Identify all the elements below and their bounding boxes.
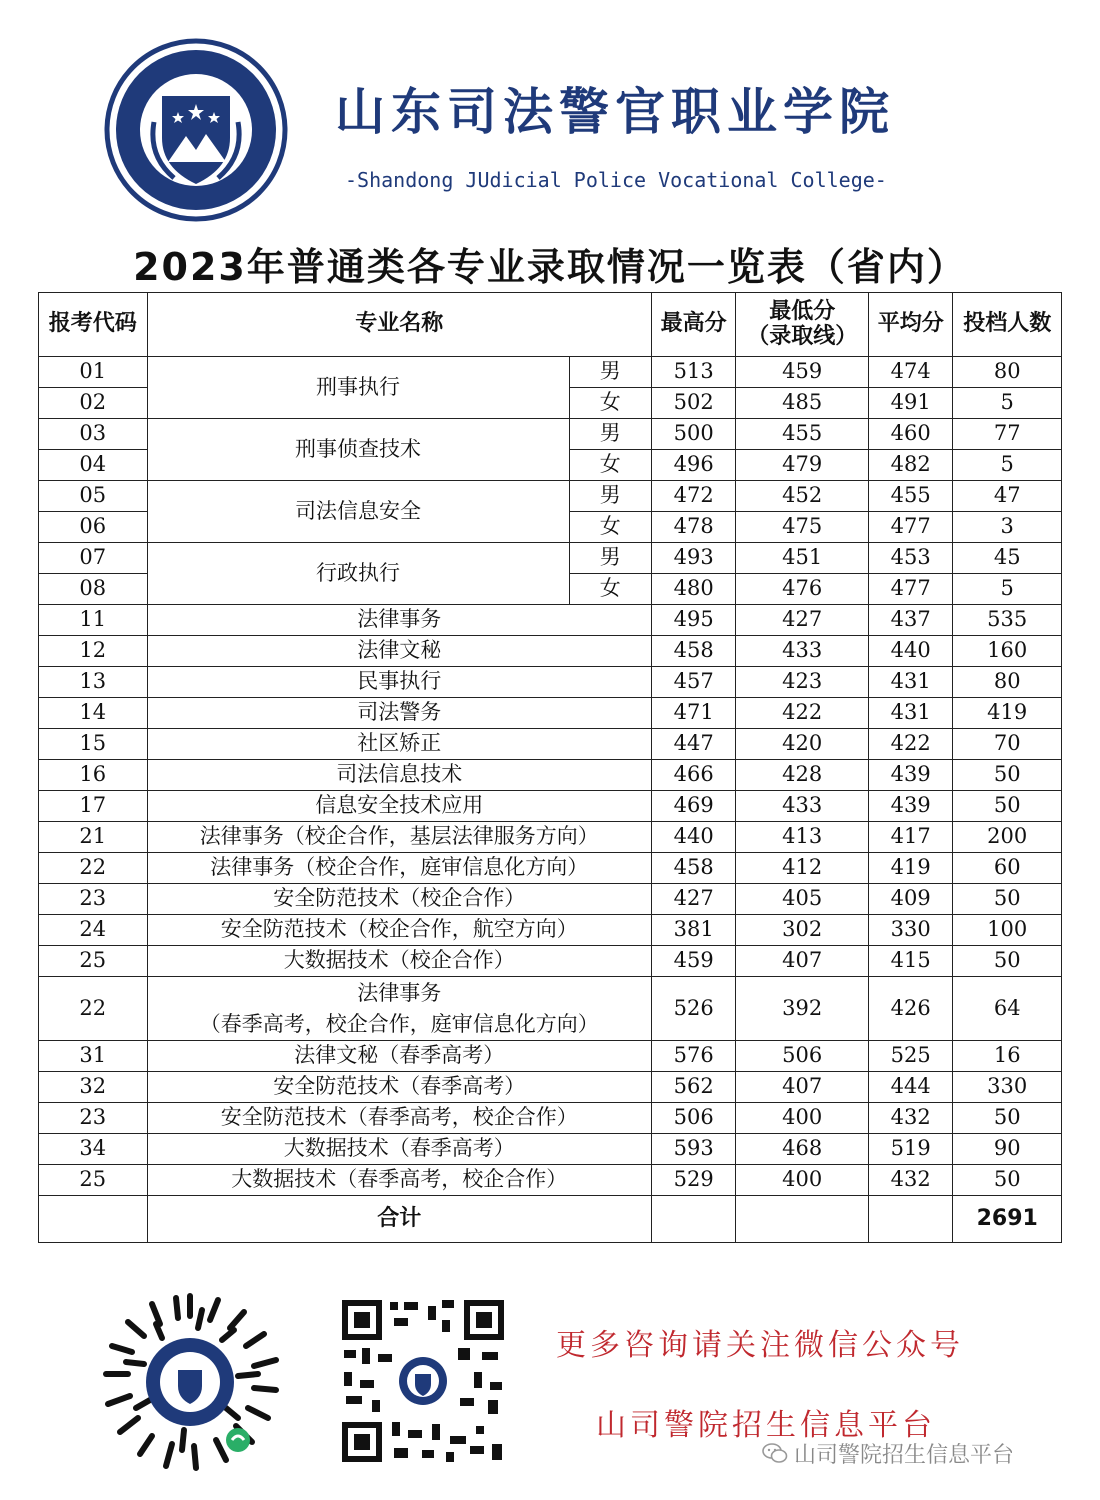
table-row [39, 822, 1062, 853]
min-cell: 485 [736, 388, 869, 419]
code-cell: 15 [39, 729, 148, 760]
count-cell: 5 [953, 574, 1062, 605]
avg-cell: 431 [869, 698, 953, 729]
table-row [39, 1103, 1062, 1134]
max-cell: 471 [651, 698, 735, 729]
min-cell: 452 [736, 481, 869, 512]
avg-cell: 525 [869, 1041, 953, 1072]
max-cell: 459 [651, 946, 735, 977]
college-name: 山东司法警官职业学院 [335, 82, 895, 141]
max-cell: 457 [651, 667, 735, 698]
max-cell: 480 [651, 574, 735, 605]
major-cell: 刑事侦查技术 [147, 419, 569, 481]
table-row [39, 698, 1062, 729]
code-cell: 22 [39, 977, 148, 1041]
avg-cell: 482 [869, 450, 953, 481]
max-cell: 469 [651, 791, 735, 822]
total-label: 合计 [147, 1196, 651, 1243]
count-cell: 535 [953, 605, 1062, 636]
code-cell: 13 [39, 667, 148, 698]
table-row [39, 667, 1062, 698]
min-cell: 400 [736, 1165, 869, 1196]
max-cell: 472 [651, 481, 735, 512]
max-cell: 576 [651, 1041, 735, 1072]
max-cell: 495 [651, 605, 735, 636]
count-cell: 50 [953, 1165, 1062, 1196]
avg-cell: 432 [869, 1103, 953, 1134]
table-row [39, 543, 1062, 574]
code-cell: 06 [39, 512, 148, 543]
count-cell: 60 [953, 853, 1062, 884]
min-cell: 400 [736, 1103, 869, 1134]
max-cell: 493 [651, 543, 735, 574]
watermark-text: 山司警院招生信息平台 [794, 1442, 1015, 1468]
major-cell: 法律事务（校企合作，基层法律服务方向） [147, 822, 651, 853]
max-cell: 593 [651, 1134, 735, 1165]
major-cell: 安全防范技术（春季高考，校企合作） [147, 1103, 651, 1134]
gender-cell: 男 [569, 357, 651, 388]
table-row [39, 605, 1062, 636]
min-cell: 451 [736, 543, 869, 574]
major-cell: 法律文秘（春季高考） [147, 1041, 651, 1072]
major-cell: 社区矫正 [147, 729, 651, 760]
max-cell: 440 [651, 822, 735, 853]
header-max: 最高分 [651, 293, 735, 357]
table-row [39, 729, 1062, 760]
avg-cell: 477 [869, 574, 953, 605]
code-cell: 11 [39, 605, 148, 636]
table-row [39, 636, 1062, 667]
code-cell: 32 [39, 1072, 148, 1103]
gender-cell: 女 [569, 574, 651, 605]
avg-cell: 422 [869, 729, 953, 760]
footer-follow-prompt: 更多咨询请关注微信公众号 [556, 1328, 964, 1363]
code-cell: 14 [39, 698, 148, 729]
min-cell: 433 [736, 791, 869, 822]
min-cell: 407 [736, 946, 869, 977]
count-cell: 77 [953, 419, 1062, 450]
min-cell: 422 [736, 698, 869, 729]
code-cell: 17 [39, 791, 148, 822]
count-cell: 419 [953, 698, 1062, 729]
code-cell: 23 [39, 1103, 148, 1134]
major-cell: 大数据技术（校企合作） [147, 946, 651, 977]
min-cell: 302 [736, 915, 869, 946]
min-cell: 433 [736, 636, 869, 667]
table-row [39, 884, 1062, 915]
max-cell: 466 [651, 760, 735, 791]
table-row [39, 357, 1062, 388]
major-line1: 法律事务 [357, 980, 442, 1005]
header [0, 0, 1100, 235]
avg-cell: 453 [869, 543, 953, 574]
max-cell: 496 [651, 450, 735, 481]
avg-cell: 419 [869, 853, 953, 884]
table-row [39, 760, 1062, 791]
major-cell: 法律文秘 [147, 636, 651, 667]
table-row [39, 791, 1062, 822]
count-cell: 50 [953, 884, 1062, 915]
code-cell: 34 [39, 1134, 148, 1165]
header-count: 投档人数 [953, 293, 1062, 357]
max-cell: 500 [651, 419, 735, 450]
code-cell: 25 [39, 946, 148, 977]
count-cell: 100 [953, 915, 1062, 946]
header-avg: 平均分 [869, 293, 953, 357]
min-cell: 428 [736, 760, 869, 791]
code-cell: 24 [39, 915, 148, 946]
max-cell: 478 [651, 512, 735, 543]
header-code: 报考代码 [39, 293, 148, 357]
min-cell: 405 [736, 884, 869, 915]
code-cell: 23 [39, 884, 148, 915]
min-cell: 412 [736, 853, 869, 884]
table-row [39, 1165, 1062, 1196]
header-min-line2: （录取线） [747, 323, 858, 349]
count-cell: 16 [953, 1041, 1062, 1072]
major-cell: 民事执行 [147, 667, 651, 698]
avg-cell: 460 [869, 419, 953, 450]
table-row [39, 946, 1062, 977]
major-cell: 行政执行 [147, 543, 569, 605]
min-cell: 506 [736, 1041, 869, 1072]
code-cell: 03 [39, 419, 148, 450]
count-cell: 47 [953, 481, 1062, 512]
gender-cell: 女 [569, 450, 651, 481]
major-cell: 司法警务 [147, 698, 651, 729]
admission-table [38, 292, 1062, 1243]
header-major: 专业名称 [147, 293, 651, 357]
max-cell: 458 [651, 636, 735, 667]
total-row [39, 1196, 1062, 1243]
mini-program-code-icon[interactable] [98, 1290, 282, 1474]
avg-cell: 437 [869, 605, 953, 636]
avg-cell: 439 [869, 791, 953, 822]
watermark [762, 1438, 1082, 1468]
qr-code-icon[interactable] [338, 1296, 508, 1466]
major-cell: 法律事务 [147, 605, 651, 636]
major-cell: 安全防范技术（校企合作，航空方向） [147, 915, 651, 946]
max-cell: 562 [651, 1072, 735, 1103]
min-cell: 420 [736, 729, 869, 760]
gender-cell: 男 [569, 481, 651, 512]
count-cell: 45 [953, 543, 1062, 574]
major-cell: 司法信息安全 [147, 481, 569, 543]
min-cell: 459 [736, 357, 869, 388]
total-min-cell [736, 1196, 869, 1243]
avg-cell: 455 [869, 481, 953, 512]
code-cell: 16 [39, 760, 148, 791]
code-cell: 01 [39, 357, 148, 388]
page-title: 2023年普通类各专业录取情况一览表（省内） [133, 245, 967, 289]
min-cell: 407 [736, 1072, 869, 1103]
total-max-cell [651, 1196, 735, 1243]
min-cell: 427 [736, 605, 869, 636]
max-cell: 427 [651, 884, 735, 915]
avg-cell: 432 [869, 1165, 953, 1196]
avg-cell: 474 [869, 357, 953, 388]
avg-cell: 431 [869, 667, 953, 698]
code-cell: 31 [39, 1041, 148, 1072]
table-row [39, 481, 1062, 512]
college-seal-icon [104, 38, 288, 222]
count-cell: 160 [953, 636, 1062, 667]
total-code-cell [39, 1196, 148, 1243]
code-cell: 08 [39, 574, 148, 605]
count-cell: 64 [953, 977, 1062, 1041]
table-row [39, 1072, 1062, 1103]
max-cell: 381 [651, 915, 735, 946]
code-cell: 05 [39, 481, 148, 512]
avg-cell: 519 [869, 1134, 953, 1165]
min-cell: 475 [736, 512, 869, 543]
count-cell: 70 [953, 729, 1062, 760]
avg-cell: 440 [869, 636, 953, 667]
major-cell [147, 977, 651, 1041]
college-english-name: -Shandong JUdicial Police Vocational College- [345, 168, 887, 192]
min-cell: 476 [736, 574, 869, 605]
max-cell: 506 [651, 1103, 735, 1134]
count-cell: 80 [953, 357, 1062, 388]
min-cell: 413 [736, 822, 869, 853]
table-header-row [39, 293, 1062, 357]
min-cell: 468 [736, 1134, 869, 1165]
max-cell: 458 [651, 853, 735, 884]
max-cell: 447 [651, 729, 735, 760]
table-row [39, 419, 1062, 450]
major-cell: 刑事执行 [147, 357, 569, 419]
avg-cell: 415 [869, 946, 953, 977]
header-min [736, 293, 869, 357]
min-cell: 423 [736, 667, 869, 698]
avg-cell: 330 [869, 915, 953, 946]
table-row [39, 977, 1062, 1041]
code-cell: 07 [39, 543, 148, 574]
table-row [39, 853, 1062, 884]
avg-cell: 477 [869, 512, 953, 543]
footer-account-name: 山司警院招生信息平台 [596, 1408, 936, 1443]
avg-cell: 491 [869, 388, 953, 419]
count-cell: 80 [953, 667, 1062, 698]
count-cell: 5 [953, 450, 1062, 481]
count-cell: 50 [953, 791, 1062, 822]
major-cell: 法律事务（校企合作，庭审信息化方向） [147, 853, 651, 884]
count-cell: 50 [953, 1103, 1062, 1134]
max-cell: 529 [651, 1165, 735, 1196]
count-cell: 50 [953, 946, 1062, 977]
count-cell: 90 [953, 1134, 1062, 1165]
avg-cell: 409 [869, 884, 953, 915]
code-cell: 21 [39, 822, 148, 853]
max-cell: 502 [651, 388, 735, 419]
major-cell: 安全防范技术（校企合作） [147, 884, 651, 915]
max-cell: 526 [651, 977, 735, 1041]
min-cell: 392 [736, 977, 869, 1041]
major-cell: 大数据技术（春季高考） [147, 1134, 651, 1165]
total-count: 2691 [953, 1196, 1062, 1243]
avg-cell: 426 [869, 977, 953, 1041]
major-cell: 安全防范技术（春季高考） [147, 1072, 651, 1103]
total-avg-cell [869, 1196, 953, 1243]
table-row [39, 915, 1062, 946]
major-cell: 信息安全技术应用 [147, 791, 651, 822]
count-cell: 330 [953, 1072, 1062, 1103]
table-row [39, 1041, 1062, 1072]
gender-cell: 女 [569, 388, 651, 419]
wechat-icon [762, 1442, 788, 1464]
min-cell: 479 [736, 450, 869, 481]
code-cell: 02 [39, 388, 148, 419]
major-cell: 大数据技术（春季高考，校企合作） [147, 1165, 651, 1196]
min-cell: 455 [736, 419, 869, 450]
header-min-line1: 最低分 [769, 299, 836, 325]
code-cell: 12 [39, 636, 148, 667]
count-cell: 3 [953, 512, 1062, 543]
count-cell: 200 [953, 822, 1062, 853]
gender-cell: 男 [569, 543, 651, 574]
major-line2: （春季高考，校企合作，庭审信息化方向） [199, 1011, 599, 1036]
gender-cell: 男 [569, 419, 651, 450]
major-cell: 司法信息技术 [147, 760, 651, 791]
code-cell: 25 [39, 1165, 148, 1196]
avg-cell: 439 [869, 760, 953, 791]
count-cell: 50 [953, 760, 1062, 791]
max-cell: 513 [651, 357, 735, 388]
code-cell: 04 [39, 450, 148, 481]
count-cell: 5 [953, 388, 1062, 419]
avg-cell: 417 [869, 822, 953, 853]
code-cell: 22 [39, 853, 148, 884]
gender-cell: 女 [569, 512, 651, 543]
avg-cell: 444 [869, 1072, 953, 1103]
table-row [39, 1134, 1062, 1165]
